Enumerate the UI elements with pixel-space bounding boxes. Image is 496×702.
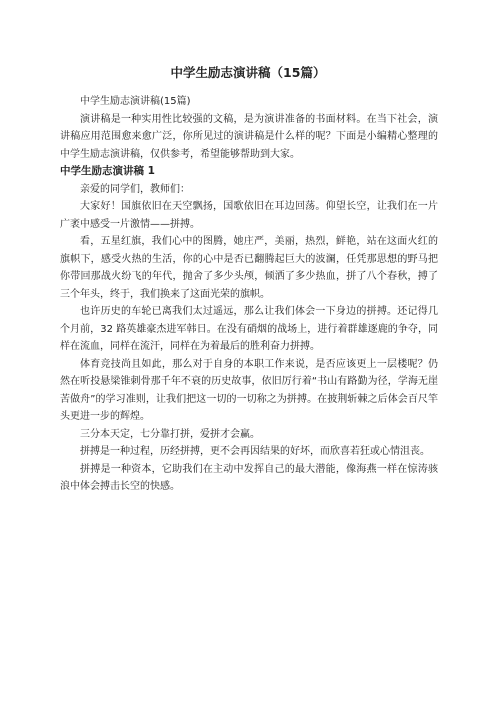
body-paragraph: 大家好！国旗依旧在天空飘扬，国歌依旧在耳边回荡。仰望长空，让我们在一片广袤中感受一片激情——拼搏。 bbox=[60, 201, 438, 230]
section-heading: 中学生励志演讲稿 1 bbox=[60, 165, 155, 177]
body-paragraph: 拼搏是一种资本，它助我们在主动中发挥自己的最大潜能，像海燕一样在惊涛骇浪中体会搏击长空的快感。 bbox=[60, 463, 438, 492]
body-paragraph: 看，五星红旗，我们心中的图腾，她庄严，美丽，热烈，鲜艳，站在这面火红的旗帜下，感受火热的生活，你的心中是否已翻腾起巨大的波澜，任凭那思想的野马把你带回那战火纷飞的年代，抛舍了多少头颅，倾洒了多少热血，拼了八个春秋，搏了三个年头，终于，我们换来了这面光荣的旗帜。 bbox=[60, 236, 438, 300]
intro-paragraph: 演讲稿是一种实用性比较强的文稿，是为演讲准备的书面材料。在当下社会，演讲稿应用范围愈来愈广泛，你所见过的演讲稿是什么样的呢？下面是小编精心整理的中学生励志演讲稿，仅供参考，希望能够帮助到大家。 bbox=[60, 113, 438, 160]
body-paragraph: 拼搏是一种过程，历经拼搏，更不会再因结果的好坏，而欣喜若狂或心情沮丧。 bbox=[80, 446, 430, 457]
document-title: 中学生励志演讲稿（15篇） bbox=[170, 65, 326, 80]
document-body bbox=[60, 93, 438, 496]
body-paragraph: 也许历史的车轮已离我们太过遥远，那么让我们体会一下身边的拼搏。还记得几个月前，32 路英雄豪杰进军韩日。在没有硝烟的战场上，进行着群雄逐鹿的争夺，同样在流血，同样在流汗，同样在为着最后的胜利奋力拼搏。 bbox=[60, 306, 438, 352]
body-paragraph: 三分本天定，七分靠打拼，爱拼才会赢。 bbox=[80, 428, 260, 440]
body-paragraph: 亲爱的同学们，教师们： bbox=[80, 183, 190, 195]
body-paragraph: 体育竞技尚且如此，那么对于自身的本职工作来说，是否应该更上一层楼呢？仍然在听投悬梁锥刺骨那千年不衰的历史故事，依旧厉行着“书山有路勤为径，学海无崖苦做舟”的学习准则，让我们把这一切的一切称之为拼搏。在披荆斩棘之后体会百尺竿头更进一步的辉煌。 bbox=[60, 358, 438, 422]
intro-paragraph: 中学生励志演讲稿(15篇) bbox=[80, 96, 191, 107]
